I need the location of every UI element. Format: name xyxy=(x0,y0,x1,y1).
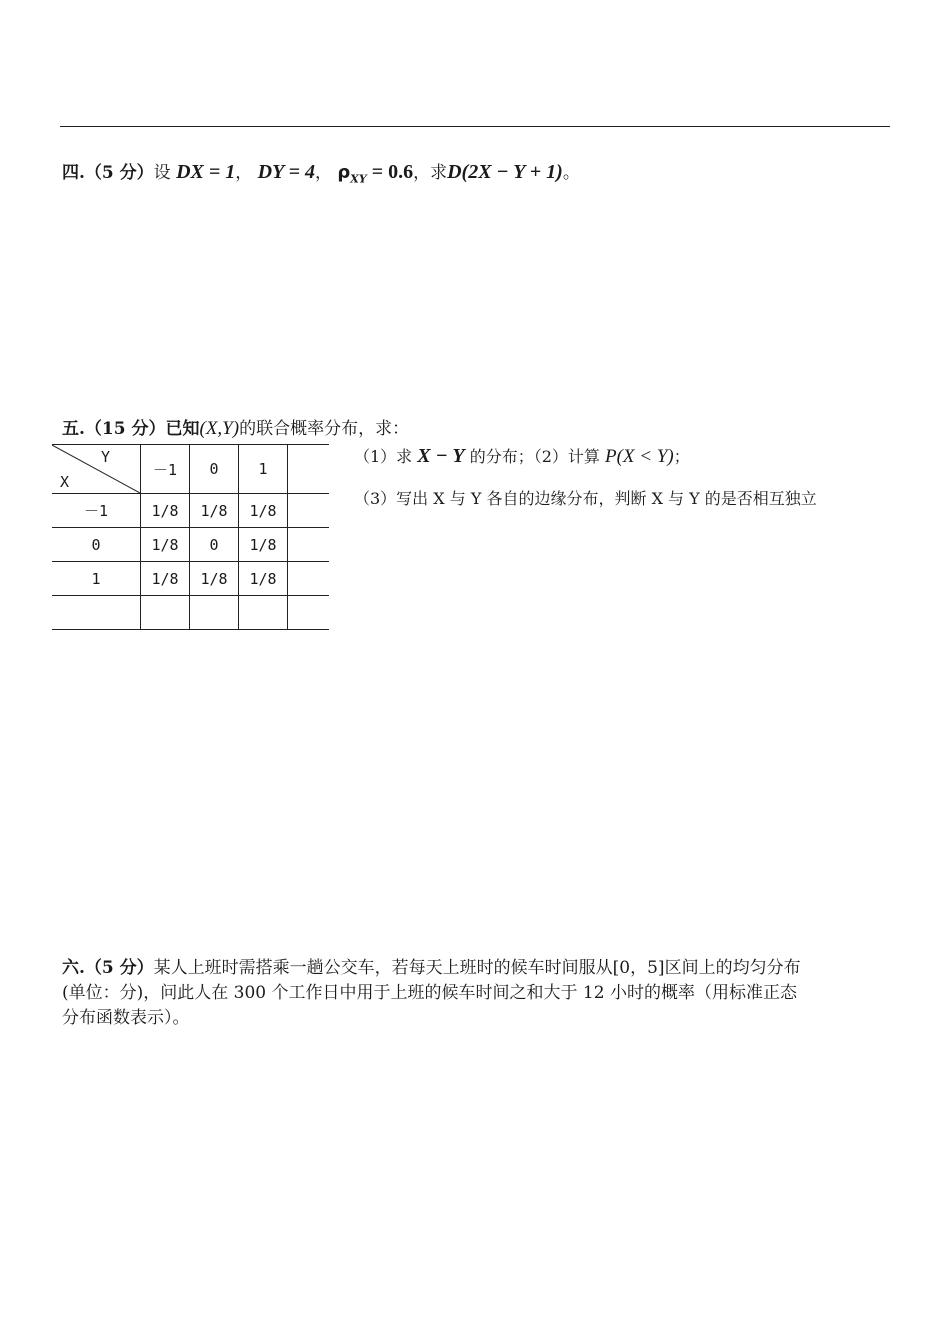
table-cell: 1/8 xyxy=(141,562,190,596)
table-cell xyxy=(239,596,288,630)
table-row xyxy=(52,528,329,562)
question-4-rho-sub: XY xyxy=(350,172,367,186)
table-cell xyxy=(288,528,330,562)
question-4-rho-value: = 0.6 xyxy=(366,161,414,183)
table-row-label: 1 xyxy=(52,562,141,596)
question-4-dx: DX = 1 xyxy=(176,161,236,183)
question-5-number: 五. xyxy=(62,419,85,439)
question-5-part-1-expr2: P(X < Y) xyxy=(604,446,674,467)
question-4-sep1: ， xyxy=(235,163,253,183)
question-5-pair: (X,Y) xyxy=(199,418,240,439)
table-row xyxy=(52,596,329,630)
table-col-header: 1 xyxy=(239,445,288,494)
question-4-sep2: ， xyxy=(315,163,332,183)
question-4-points: （5 分） xyxy=(84,163,154,183)
table-cell xyxy=(288,562,330,596)
table-row-label: 0 xyxy=(52,528,141,562)
table-cell xyxy=(288,596,330,630)
question-5-part-1-c: ； xyxy=(673,447,690,466)
table-row-label xyxy=(52,596,141,630)
table-col-header: －1 xyxy=(141,445,190,494)
question-6-number: 六. xyxy=(62,958,85,978)
question-4-lead: 设 xyxy=(153,163,171,183)
table-cell: 1/8 xyxy=(239,494,288,528)
question-5-part-1-expr: X − Y xyxy=(417,445,465,467)
question-6-points: （5 分） xyxy=(84,958,154,978)
question-4-dy: DY = 4 xyxy=(257,161,315,183)
table-row xyxy=(52,562,329,596)
question-4-target: D(2X − Y + 1) xyxy=(447,161,563,183)
corner-label-x: X xyxy=(60,473,70,491)
table-cell: 1/8 xyxy=(141,528,190,562)
table-corner-cell xyxy=(52,445,141,494)
question-6-line-3: 分布函数表示）。 xyxy=(62,1008,190,1028)
table-header-row xyxy=(52,445,329,494)
question-6-line-1 xyxy=(62,953,801,978)
table-cell: 0 xyxy=(190,528,239,562)
question-4-sep3: ，求 xyxy=(413,163,448,183)
question-5-part-2: （3）写出 X 与 Y 各自的边缘分布，判断 X 与 Y 的是否相互独立 xyxy=(354,489,817,508)
table-row-label: －1 xyxy=(52,494,141,528)
question-5-part-1 xyxy=(354,444,690,468)
question-5-part-1-a: （1）求 xyxy=(354,447,413,466)
table-cell xyxy=(141,596,190,630)
question-4-rho: ρ xyxy=(337,162,351,183)
question-4-number: 四. xyxy=(62,163,85,183)
question-5-rest: 的联合概率分布，求： xyxy=(239,419,410,439)
question-6-line-2: (单位：分)，问此人在 300 个工作日中用于上班的候车时间之和大于 12 小时的概率（用标准正态 xyxy=(62,983,797,1003)
question-5-points: （15 分） xyxy=(84,419,166,439)
table-cell: 1/8 xyxy=(190,562,239,596)
question-6-text-1: 某人上班时需搭乘一趟公交车，若每天上班时的候车时间服从[0，5]区间上的均匀分布 xyxy=(153,958,801,978)
question-4 xyxy=(62,158,580,185)
joint-distribution-table xyxy=(52,444,329,630)
question-5-lead: 已知 xyxy=(165,419,200,439)
corner-label-y: Y xyxy=(100,448,110,466)
question-5 xyxy=(62,414,409,440)
question-4-end: 。 xyxy=(562,163,580,183)
table-col-header xyxy=(288,445,330,494)
table-cell xyxy=(288,494,330,528)
table-cell: 1/8 xyxy=(239,528,288,562)
question-5-part-1-b: 的分布；（2）计算 xyxy=(469,447,600,466)
table-cell xyxy=(190,596,239,630)
table-cell: 1/8 xyxy=(190,494,239,528)
table-cell: 1/8 xyxy=(239,562,288,596)
table-col-header: 0 xyxy=(190,445,239,494)
top-divider xyxy=(60,126,890,127)
table-cell: 1/8 xyxy=(141,494,190,528)
table-row xyxy=(52,494,329,528)
